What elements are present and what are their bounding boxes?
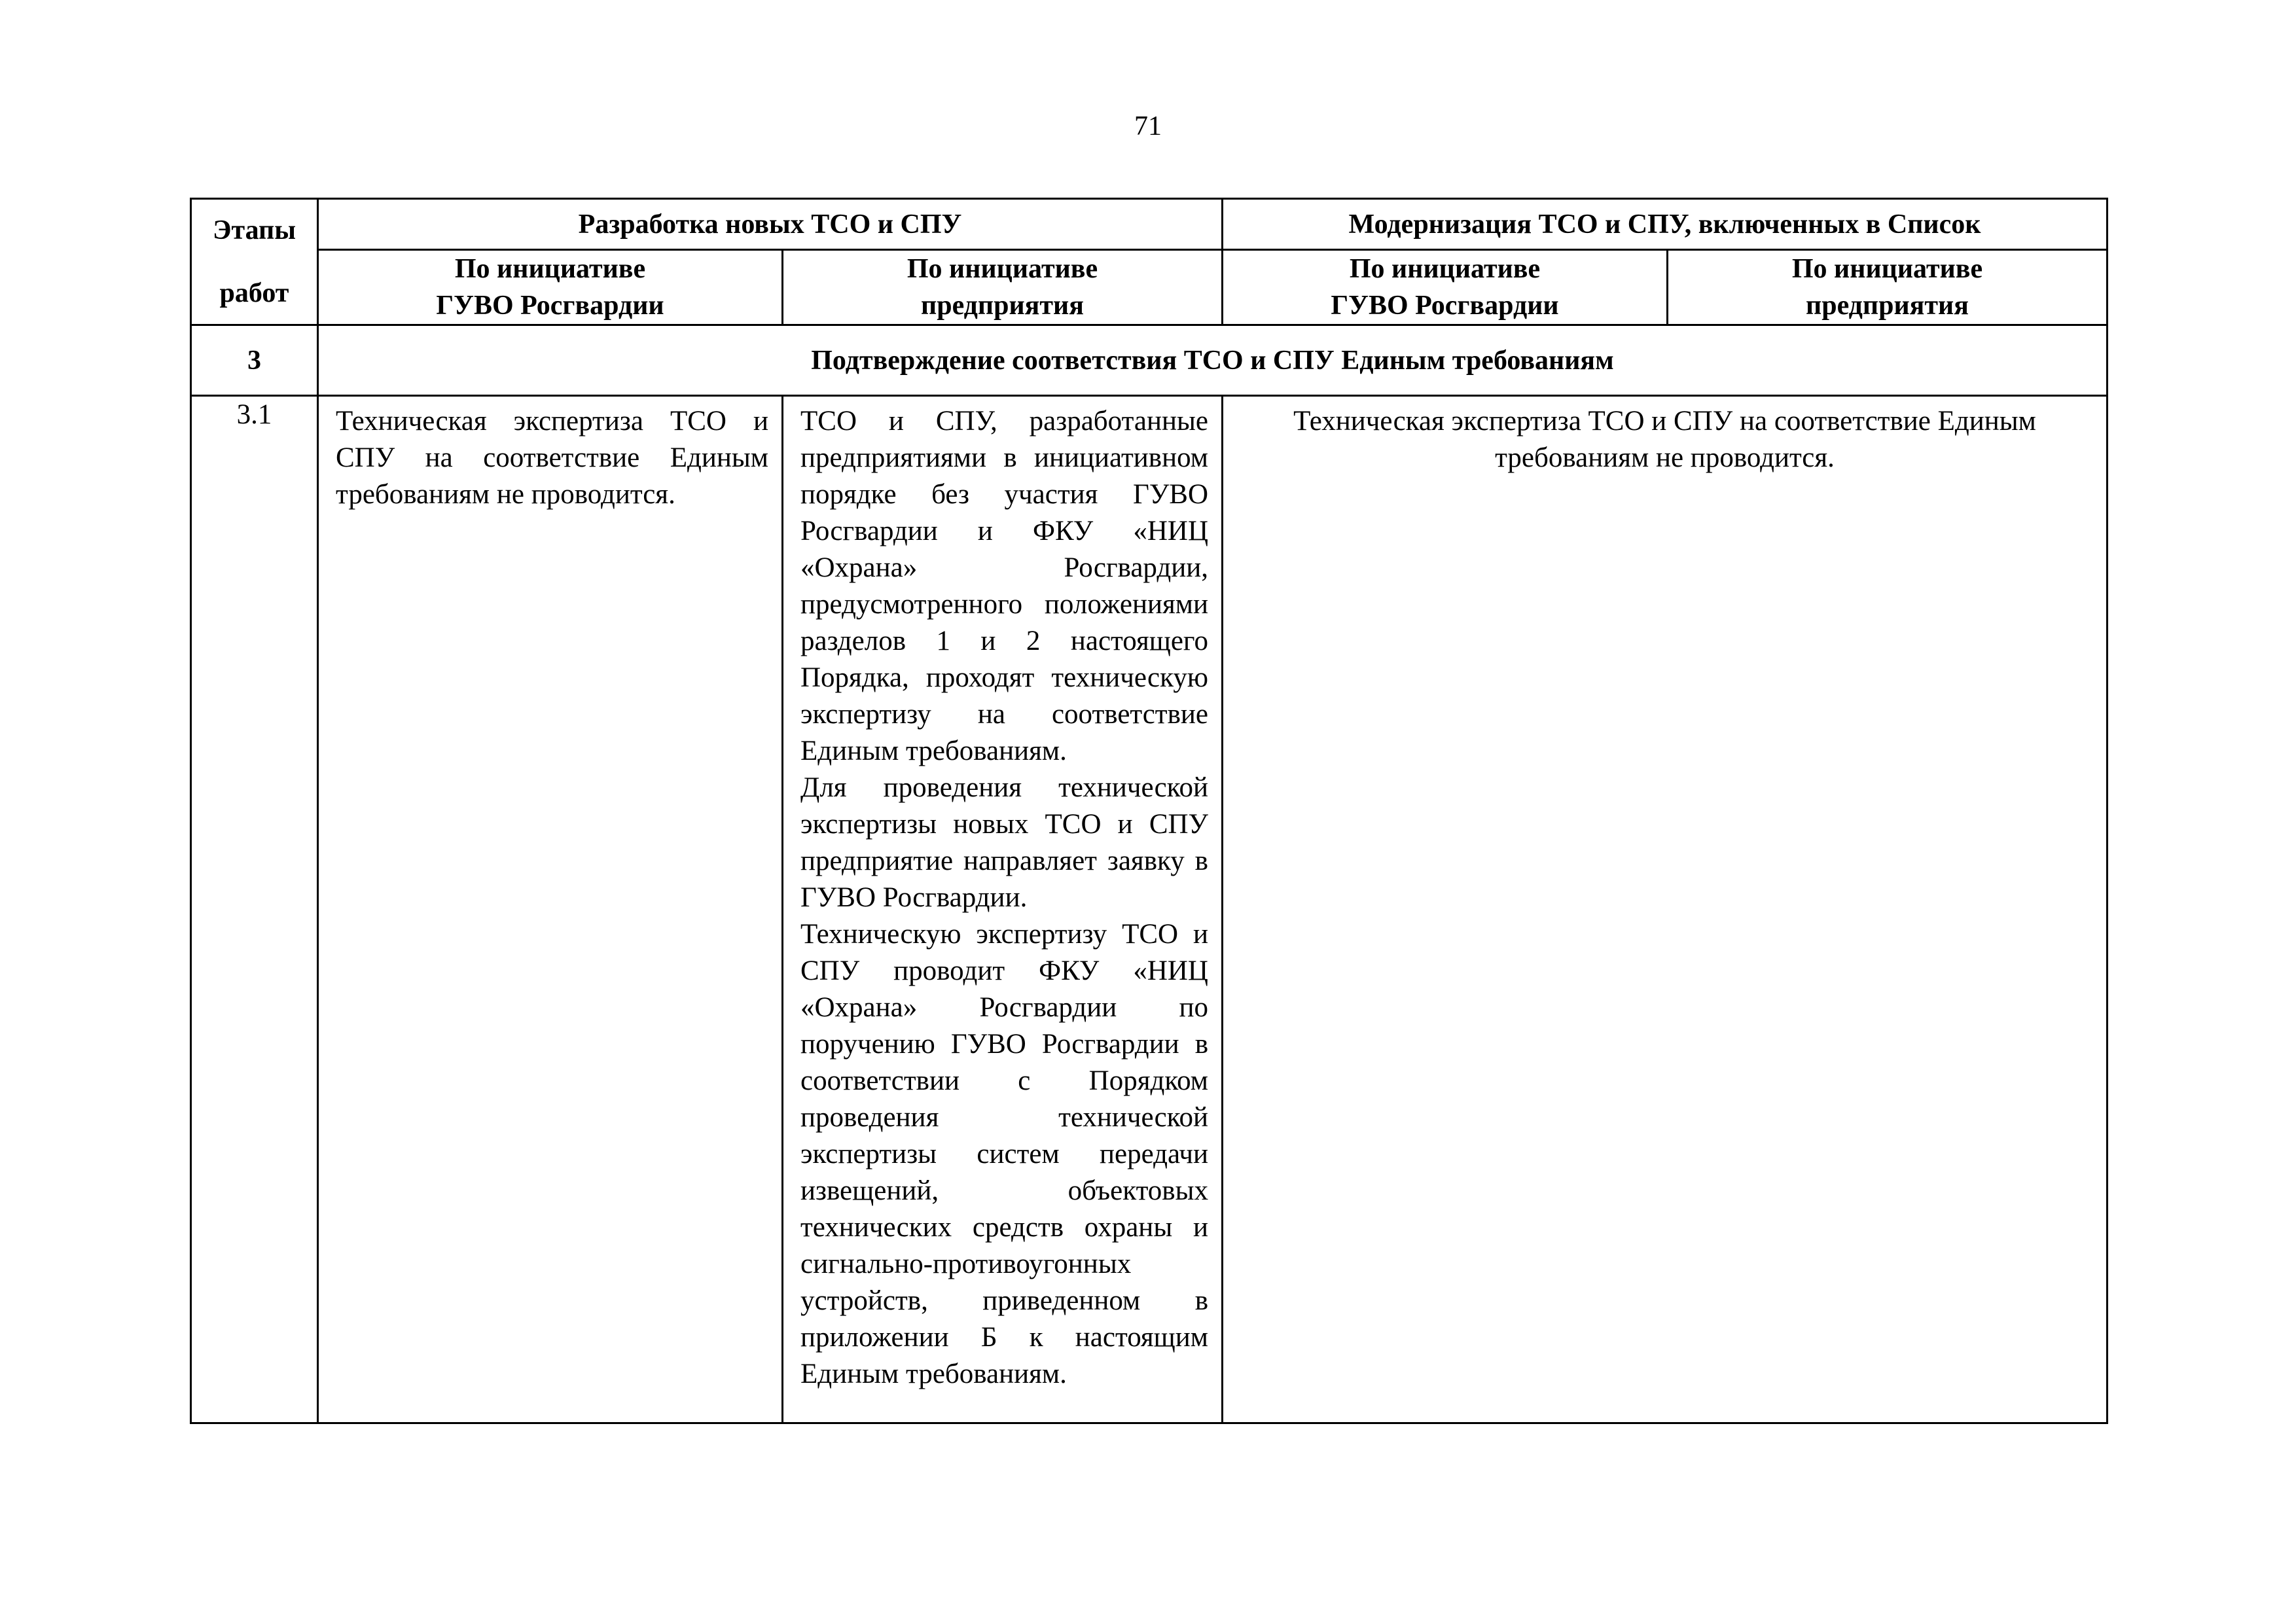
row-number: 3.1: [191, 396, 318, 1423]
cell-new-enterprise-paragraph-1: ТСО и СПУ, разработанные предприятиями в инициативном порядке без участия ГУВО Росгвардии и ФКУ «НИЦ «Охрана» Росгвардии, предусмотренного положениями разделов 1 и 2 настоящего Порядка, проходят техническую экспертизу на соответствие Единым требованиям.: [800, 406, 1208, 766]
header-new-guvo: [318, 250, 783, 325]
header-new-enterprise: [783, 250, 1223, 325]
requirements-table: [190, 198, 2108, 1424]
header-modern-guvo-line2: ГУВО Росгвардии: [1331, 291, 1559, 321]
section-title: Подтверждение соответствия ТСО и СПУ Единым требованиям: [318, 325, 2108, 396]
header-new-enterprise-line2: предприятия: [921, 291, 1084, 321]
cell-modernization-text: Техническая экспертиза ТСО и СПУ на соответствие Единым требованиям не проводится.: [1293, 406, 2036, 473]
section-row: [191, 325, 2108, 396]
header-modern-enterprise: [1668, 250, 2108, 325]
header-stages-line1: Этапы: [212, 215, 296, 245]
page-number: 71: [1134, 111, 1162, 141]
table-row: [191, 396, 2108, 1423]
header-new-enterprise-line1: По инициативе: [906, 254, 1098, 284]
cell-new-enterprise-text: [783, 397, 1221, 1393]
header-modern-guvo-line1: По инициативе: [1349, 254, 1541, 284]
header-modern-enterprise-line1: По инициативе: [1791, 254, 1983, 284]
cell-new-enterprise: [783, 396, 1223, 1423]
header-stages-cell: [191, 199, 318, 325]
section-number: 3: [191, 325, 318, 396]
header-row-groups: [191, 199, 2108, 250]
header-row-initiators: [191, 250, 2108, 325]
cell-new-guvo: [318, 396, 783, 1423]
header-group-new: Разработка новых ТСО и СПУ: [318, 199, 1223, 250]
cell-modernization: [1223, 396, 2108, 1423]
cell-new-guvo-text: Техническая экспертиза ТСО и СПУ на соответствие Единым требованиям не проводится.: [336, 406, 768, 510]
cell-new-enterprise-paragraph-2: Для проведения технической экспертизы новых ТСО и СПУ предприятие направляет заявку в ГУВО Росгвардии.: [800, 772, 1208, 913]
header-group-modernization: Модернизация ТСО и СПУ, включенных в Список: [1223, 199, 2108, 250]
header-stages-line2: работ: [219, 278, 289, 308]
header-new-guvo-line1: По инициативе: [454, 254, 646, 284]
header-new-guvo-line2: ГУВО Росгвардии: [436, 291, 664, 321]
cell-new-enterprise-paragraph-3: Техническую экспертизу ТСО и СПУ проводит ФКУ «НИЦ «Охрана» Росгвардии по поручению ГУВО Росгвардии в соответствии с Порядком проведения технической экспертизы систем передачи извещений, объектовых технических средств охраны и сигнально-противоугонных устройств, приведенном в приложении Б к настоящим Единым требованиям.: [800, 919, 1208, 1389]
header-modern-guvo: [1223, 250, 1668, 325]
header-modern-enterprise-line2: предприятия: [1806, 291, 1969, 321]
